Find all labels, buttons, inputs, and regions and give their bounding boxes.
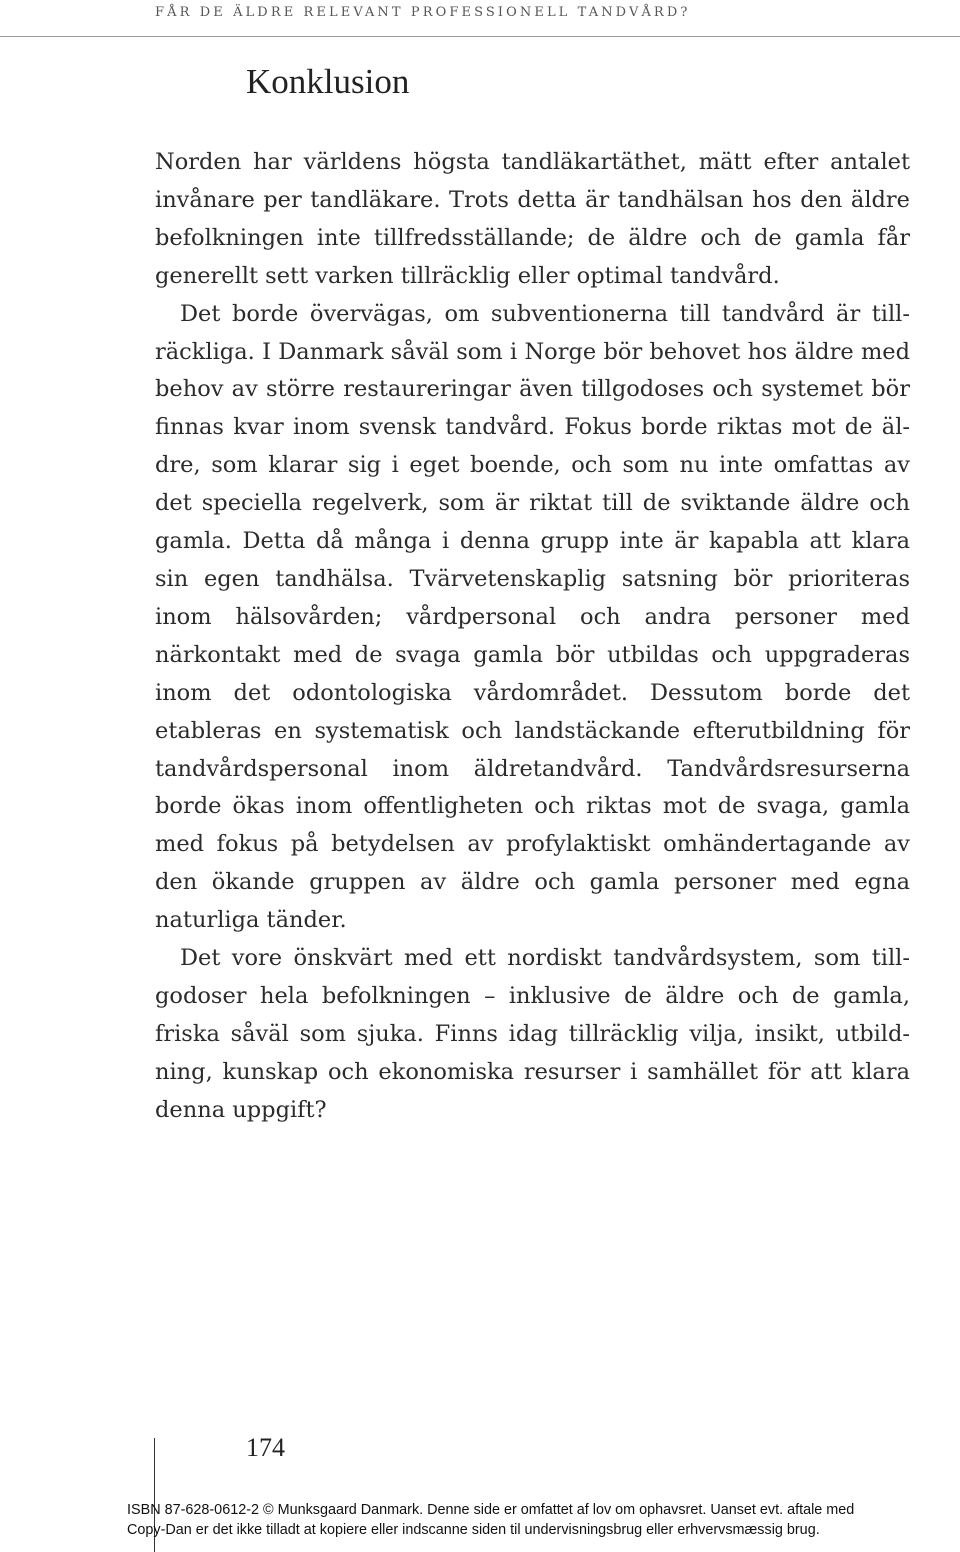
paragraph-subsidies: Det borde övervägas, om subventionerna till tandvård är tillräckliga. I Danmark såväl som i Norge bör behovet hos äldre med behov av större restaureringar även tillgodoses och systemet bör finnas kvar inom svensk tandvård. Fokus borde riktas mot de äldre, som klarar sig i eget boende, och som nu inte omfattas av det speciella regelverk, som är riktat till de sviktande äldre och gamla. Detta då många i denna grupp inte är kapabla att klara sin egen tandhälsa. Tvärvetenskaplig satsning bör prioriteras inom hälsovården; vårdpersonal och andra personer med närkontakt med de svaga gamla bör utbildas och uppgraderas inom det odontologiska vårdområdet. Dessutom borde det etableras en systematisk och landstäckande efterutbildning för tandvårdspersonal inom äldretandvård. Tandvårdsresurserna borde ökas inom offentligheten och riktas mot de svaga, gamla med fokus på betydelsen av profylaktiskt omhändertagande av den ökande gruppen av äldre och gamla personer med egna naturliga tänder. <box>155 300 910 934</box>
copyright-notice <box>127 1500 854 1540</box>
paragraph-nordic-system: Det vore önskvärt med ett nordiskt tandvårdsystem, som tillgodoser hela befolkningen – inklusive de äldre och de gamla, friska såväl som sjuka. Finns idag tillräcklig vilja, insikt, utbildning, kunskap och ekonomiska resurser i samhället för att klara denna uppgift? <box>155 945 910 1123</box>
chapter-title: Konklusion <box>246 62 410 101</box>
copyright-line-2: Copy-Dan er det ikke tilladt at kopiere eller indscanne siden til undervisningsbrug eller erhvervsmæssig brug. <box>127 1522 820 1538</box>
copyright-line-1: ISBN 87-628-0612-2 © Munksgaard Danmark. Denne side er omfattet af lov om ophavsret. Uanset evt. aftale med <box>127 1502 855 1518</box>
header-divider <box>0 36 960 37</box>
paragraph-intro: Norden har världens högsta tandläkartäthet, mätt efter antalet invånare per tandläkare. Trots detta är tandhälsan hos den äldre befolkningen inte tillfredsställande; de äldre och de gamla får generellt sett varken tillräcklig eller optimal tandvård. <box>155 149 910 289</box>
page-number: 174 <box>246 1433 285 1462</box>
running-head: FÅR DE ÄLDRE RELEVANT PROFESSIONELL TANDVÅRD? <box>155 5 691 20</box>
body-text <box>155 144 910 1130</box>
